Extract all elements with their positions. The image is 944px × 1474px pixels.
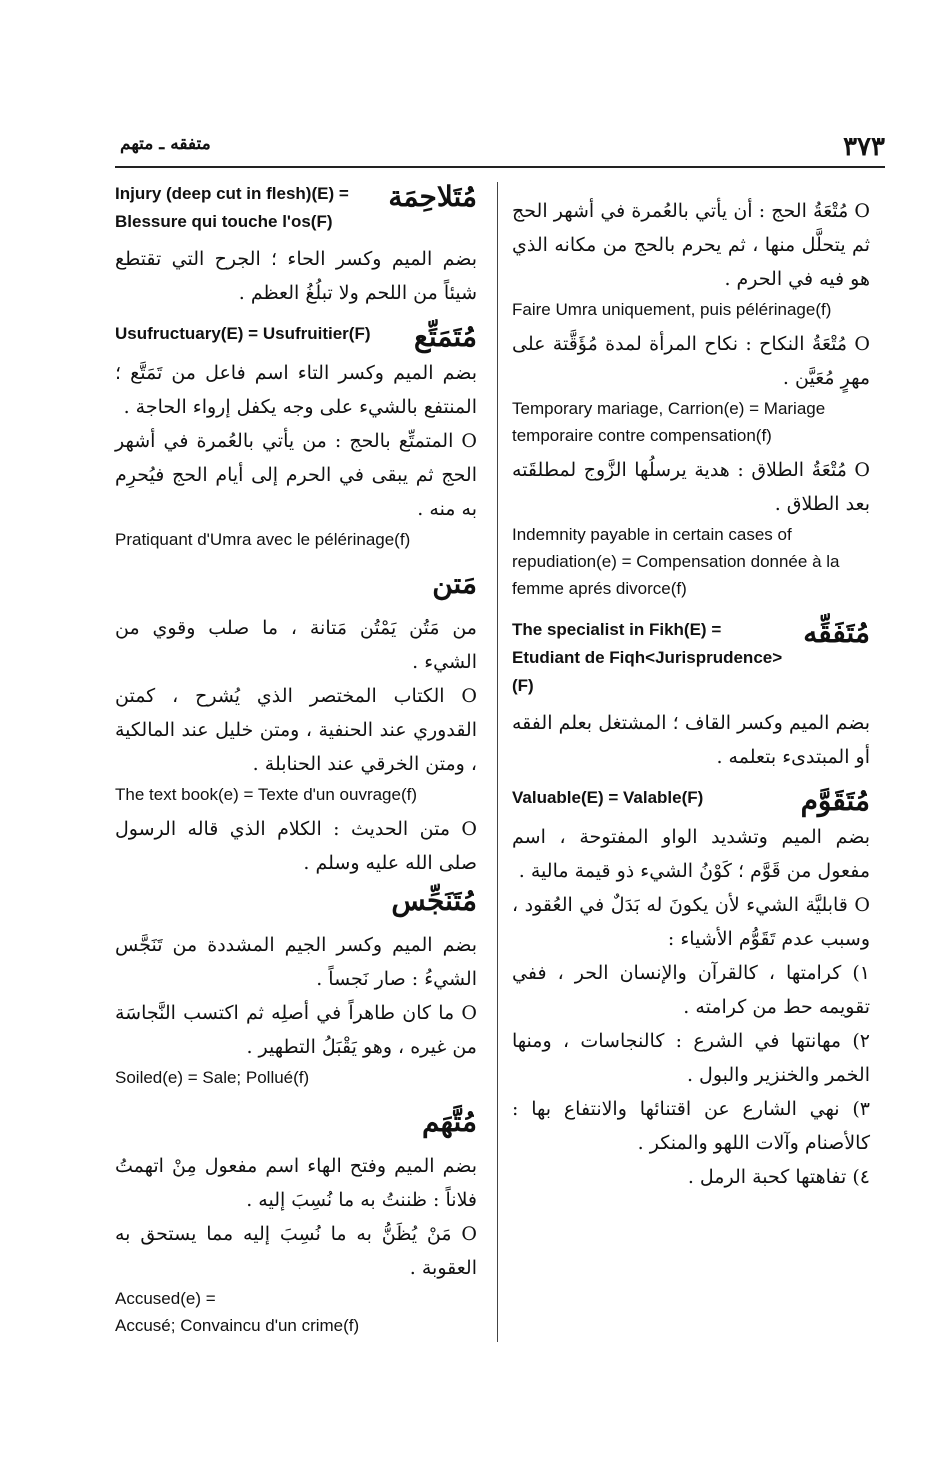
definition: بضم الميم وكسر التاء اسم فاعل من تَمَتَّع ؛ المنتفع بالشيء على وجه يكفل إرواء الحاجة . <box>115 362 477 418</box>
headword: مُتَفَقِّه <box>803 616 870 649</box>
headword: مَتن <box>432 567 477 600</box>
translation: Accused(e) = <box>115 1289 216 1308</box>
header-rule <box>115 166 885 168</box>
mutaa-talaq-definition: O مُتْعَةُ الطلاق : هدية يرسلُها الزَّوج لمطلقَته بعد الطلاق . <box>512 459 870 515</box>
headword: مُتَلاحِمَة <box>388 180 477 213</box>
list-item: ٣) نهي الشارع عن اقتنائها والانتفاع بها : كالأصنام وآلات اللهو والمنكر . <box>512 1098 870 1154</box>
mutaa-nikah-translation: Temporary mariage, Carrion(e) = Mariage temporaire contre compensation(f) <box>512 399 826 445</box>
mutaa-hajj-translation: Faire Umra uniquement, puis pélérinage(f) <box>512 300 832 319</box>
running-head: متفقه ـ متهم <box>120 134 211 154</box>
definition: من مَتُن يَمْتُن مَتانة ، ما صلب وقوي من الشيء . <box>115 617 477 673</box>
list-item: ٢) مهانتها في الشرع : كالنجاسات ، ومنها الخمر والخنزير والبول . <box>512 1030 870 1086</box>
definition: بضم الميم وفتح الهاء اسم مفعول مِنْ اتهمتُ فلاناً : ظننتُ به ما نُسِبَ إليه . <box>115 1155 477 1211</box>
entry-mutafaqqih <box>512 616 870 774</box>
headword-translation: The specialist in Fikh(E) = Etudiant de Fiqh<Jurisprudence>(F) <box>512 620 783 695</box>
headword: مُتَمَتِّع <box>414 320 477 353</box>
definition: بضم الميم وتشديد الواو المفتوحة ، اسم مفعول من قَوَّم ؛ كَوْنُ الشيء ذو قيمة مالية . <box>512 826 870 882</box>
headword-translation: Valuable(E) = Valable(F) <box>512 788 704 807</box>
definition: بضم الميم وكسر الجيم المشددة من تَنَجَّس الشيءُ : صار نَجساً . <box>115 934 477 990</box>
headword-translation: Usufructuary(E) = Usufruitier(F) <box>115 324 371 343</box>
headword: مُتَّهَم <box>422 1105 477 1138</box>
headword-translation: Injury (deep cut in flesh)(E) = Blessure qui touche l'os(F) <box>115 184 349 231</box>
page-number: ٣٧٣ <box>843 132 885 162</box>
definition-sense: O الكتاب المختصر الذي يُشرح ، كمتن القدوري عند الحنفية ، ومتن خليل عند المالكية ، ومتن الخرقي عند الحنابلة . <box>115 685 477 775</box>
translation: The text book(e) = Texte d'un ouvrage(f) <box>115 785 418 804</box>
mutaa-nikah-definition: O مُتْعَةُ النكاح : نكاح المرأة لمدة مُؤَقَّتة على مهرٍ مُعَيَّن . <box>512 333 870 389</box>
list-item: ١) كرامتها ، كالقرآن والإنسان الحر ، ففي تقويمه حط من كرامته . <box>512 962 870 1018</box>
entry-matn <box>115 567 477 880</box>
headword: مُتَنَجِّس <box>391 884 477 917</box>
left-column <box>115 180 477 1343</box>
definition-sense: O ما كان طاهراً في أصلِه ثم اكتسب النَّجاسَة من غيره ، وهو يَقْبَلُ التطهير . <box>115 1002 477 1058</box>
definition-sense: O مَنْ يُظَنُّ به ما نُسِبَ إليه مما يستحق به العقوبة . <box>115 1223 477 1279</box>
definition: بضم الميم وكسر القاف ؛ المشتغل بعلم الفقه أو المبتدىء بتعلمه . <box>512 712 870 768</box>
mutaa-hajj-definition: O مُتْعَةُ الحج : أن يأتي بالعُمرة في أشهر الحج ثم يتحلَّل منها ، ثم يحرم بالحج من مكانه الذي هو فيه في الحرم . <box>512 200 870 290</box>
entry-mutalahima <box>115 180 477 310</box>
translation: Accusé; Convaincu d'un crime(f) <box>115 1316 360 1335</box>
translation: Pratiquant d'Umra avec le pélérinage(f) <box>115 530 411 549</box>
entry-mutamatti <box>115 320 477 553</box>
translation: Soiled(e) = Sale; Pollué(f) <box>115 1068 310 1087</box>
headword: مُتَقَوَّم <box>800 784 870 817</box>
mutaa-talaq-translation: Indemnity payable in certain cases of repudiation(e) = Compensation donnée à la femme aprés divorce(f) <box>512 525 840 598</box>
entry-mutanajjis <box>115 884 477 1091</box>
list-item: ٤) تفاهتها كحبة الرمل . <box>687 1166 870 1188</box>
entry-muttaham <box>115 1105 477 1339</box>
definition-sense: O قابليَّة الشيء لأن يكونَ له بَدَلٌ في العُقود ، وسبب عدم تَقَوُّم الأشياء : <box>512 894 870 950</box>
right-column <box>512 180 870 1194</box>
definition-sense: O متن الحديث : الكلام الذي قاله الرسول صلى الله عليه وسلم . <box>115 818 477 874</box>
definition-sense: O المتمتِّع بالحج : من يأتي بالعُمرة في أشهر الحج ثم يبقى في الحرم إلى أيام الحج فيُحرِم به منه . <box>115 430 477 520</box>
entry-mutaqawwim <box>512 784 870 1194</box>
definition: بضم الميم وكسر الحاء ؛ الجرح التي تقتطع شيئاً من اللحم ولا تبلُغُ العظم . <box>115 248 477 304</box>
column-divider <box>497 182 498 1342</box>
page-header <box>115 130 885 164</box>
